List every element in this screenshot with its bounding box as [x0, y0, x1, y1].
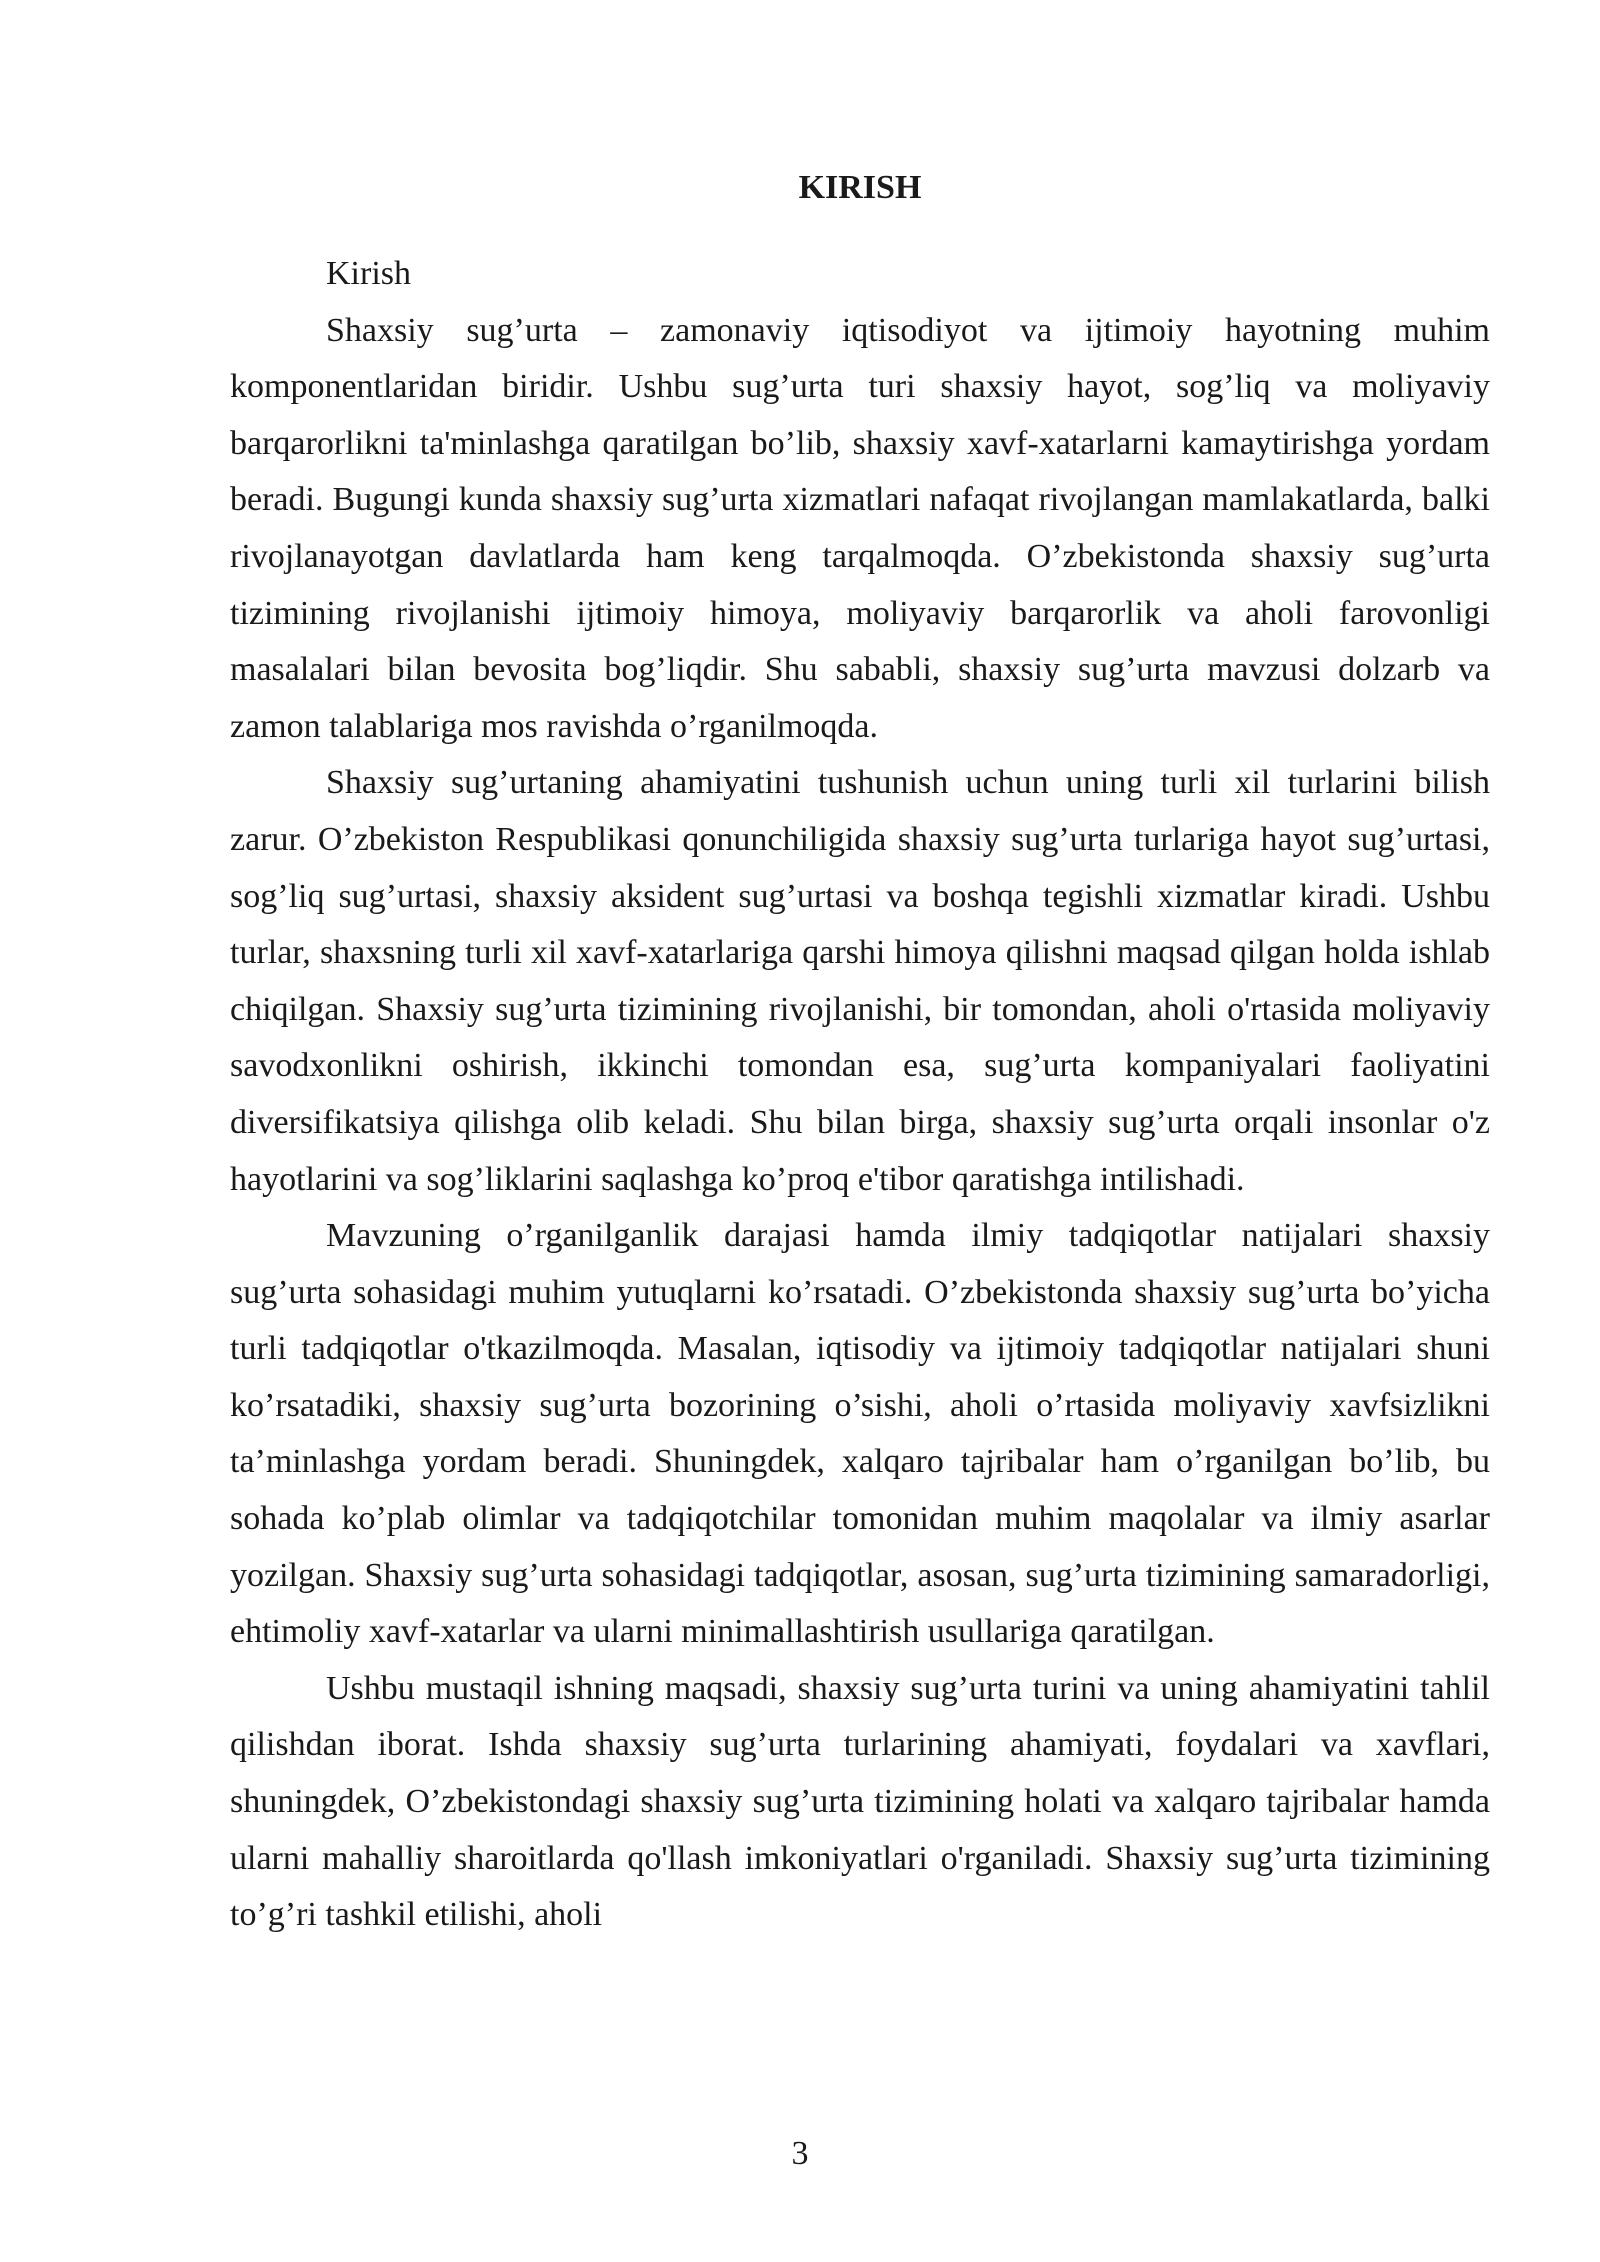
paragraph-research-status: Mavzuning o’rganilganlik darajasi hamda ilmiy tadqiqotlar natijalari shaxsiy sug’urta sohasidagi muhim yutuqlarni ko’rsatadi. O’zbekistonda shaxsiy sug’urta bo’yicha turli tadqiqotlar o'tkazilmoqda. Masalan, iqtisodiy va ijtimoiy tadqiqotlar natijalari shuni ko’rsatadiki, shaxsiy sug’urta bozorining o’sishi, aholi o’rtasida moliyaviy xavfsizlikni ta’minlashga yordam beradi. Shuningdek, xalqaro tajribalar ham o’rganilgan bo’lib, bu sohada ko’plab olimlar va tadqiqotchilar tomonidan muhim maqolalar va ilmiy asarlar yozilgan. Shaxsiy sug’urta sohasidagi tadqiqotlar, asosan, sug’urta tizimining samaradorligi, ehtimoliy xavf-xatarlar va ularni minimallashtirish usullariga qaratilgan. — [230, 1217, 1490, 1651]
paragraph-insurance-types: Shaxsiy sug’urtaning ahamiyatini tushunish uchun uning turli xil turlarini bilish zarur. O’zbekiston Respublikasi qonunchiligida shaxsiy sug’urta turlariga hayot sug’urtasi, sog’liq sug’urtasi, shaxsiy aksident sug’urtasi va boshqa tegishli xizmatlar kiradi. Ushbu turlar, shaxsning turli xil xavf-xatarlariga qarshi himoya qilishni maqsad qilgan holda ishlab chiqilgan. Shaxsiy sug’urta tizimining rivojlanishi, bir tomondan, aholi o'rtasida moliyaviy savodxonlikni oshirish, ikkinchi tomondan esa, sug’urta kompaniyalari faoliyatini diversifikatsiya qilishga olib keladi. Shu bilan birga, shaxsiy sug’urta orqali insonlar o'z hayotlarini va sog’liklarini saqlashga ko’proq e'tibor qaratishga intilishadi. — [230, 764, 1490, 1198]
paragraph-introduction: Shaxsiy sug’urta – zamonaviy iqtisodiyot va ijtimoiy hayotning muhim komponentlaridan biridir. Ushbu sug’urta turi shaxsiy hayot, sog’liq va moliyaviy barqarorlikni ta'minlashga qaratilgan bo’lib, shaxsiy xavf-xatarlarni kamaytirishga yordam beradi. Bugungi kunda shaxsiy sug’urta xizmatlari nafaqat rivojlangan mamlakatlarda, balki rivojlanayotgan davlatlarda ham keng tarqalmoqda. O’zbekistonda shaxsiy sug’urta tizimining rivojlanishi ijtimoiy himoya, moliyaviy barqarorlik va aholi farovonligi masalalari bilan bevosita bog’liqdir. Shu sababli, shaxsiy sug’urta mavzusi dolzarb va zamon talablariga mos ravishda o’rganilmoqda. — [230, 311, 1490, 745]
paragraph-work-goal: Ushbu mustaqil ishning maqsadi, shaxsiy sug’urta turini va uning ahamiyatini tahlil qilishdan iborat. Ishda shaxsiy sug’urta turlarining ahamiyati, foydalari va xavflari, shuningdek, O’zbekistondagi shaxsiy sug’urta tizimining holati va xalqaro tajribalar hamda ularni mahalliy sharoitlarda qo'llash imkoniyatlari o'rganiladi. Shaxsiy sug’urta tizimining to’g’ri tashkil etilishi, aholi — [230, 1669, 1490, 1934]
page-number: 3 — [791, 2135, 809, 2172]
document-page — [230, 160, 1490, 1944]
section-heading: KIRISH — [798, 169, 922, 206]
paragraph-subheading: Kirish — [326, 255, 411, 292]
